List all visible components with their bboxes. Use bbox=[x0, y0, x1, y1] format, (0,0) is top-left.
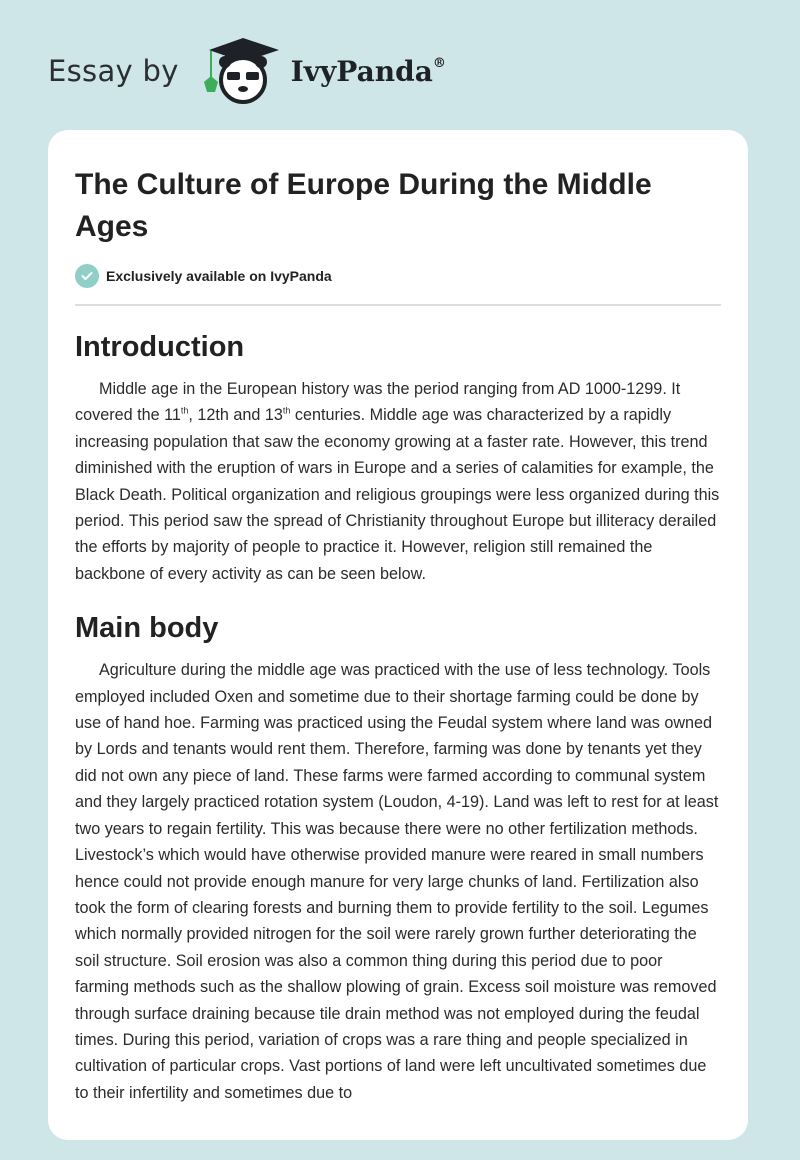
text-segment: , 12th and 13 bbox=[188, 406, 283, 425]
introduction-paragraph bbox=[75, 376, 721, 587]
text-segment: centuries. Middle age was characterized by a rapidly increasing population that saw the economy growing at a faster rate. However, this trend diminished with the eruption of wars in Europe and a series of calamities for example, the Black Death. Political organization and religious groupings were less organized during this period. This period saw the spread of Christianity throughout Europe but illiteracy derailed the efforts by majority of people to practice it. However, religion still remained the backbone of every activity as can be seen below. bbox=[75, 406, 720, 583]
registered-mark: ® bbox=[432, 55, 446, 71]
site-header bbox=[48, 36, 446, 106]
superscript: th bbox=[282, 406, 291, 417]
section-heading-introduction: Introduction bbox=[75, 331, 245, 363]
superscript: th bbox=[180, 406, 189, 417]
essay-title: The Culture of Europe During the Middle Ages bbox=[75, 168, 652, 243]
exclusive-badge bbox=[75, 264, 721, 306]
exclusive-badge-text: Exclusively available on IvyPanda bbox=[106, 268, 332, 284]
main-body-paragraph: Agriculture during the middle age was practiced with the use of less technology. Tools employed included Oxen and sometime due to their shortage farming could be done by use of hand hoe. Farming was practiced using the Feudal system where land was owned by Lords and tenants would rent them. Therefore, farming was done by tenants yet they did not own any piece of land. These farms were farmed according to communal system and they largely practiced rotation system (Loudon, 4-19). Land was left to rest for at least two years to regain fertility. This was because there were no other fertilization methods. Livestock’s which would have otherwise provided manure were reared in small numbers hence could not provide enough manure for very large chunks of land. Fertilization also took the form of clearing forests and burning them to provide fertility to the soil. Legumes which normally provided nitrogen for the soil were rarely grown further deteriorating the soil structure. Soil erosion was also a common thing during this period due to poor farming methods such as the shallow plowing of grain. Excess soil moisture was removed through surface draining because tile drain method was not employed during the feudal times. During this period, variation of crops was a rare thing and people specialized in cultivation of particular crops. Vast portions of land were left uncultivated sometimes due to their infertility and sometimes due to bbox=[75, 661, 719, 1102]
essay-by-label: Essay by bbox=[48, 54, 179, 88]
essay-card bbox=[48, 130, 748, 1140]
section-heading-main-body: Main body bbox=[75, 612, 219, 645]
brand-text: IvyPanda bbox=[290, 54, 433, 88]
check-circle-icon bbox=[75, 264, 99, 288]
brand-name bbox=[291, 55, 446, 88]
ivypanda-logo-icon[interactable] bbox=[199, 36, 287, 106]
text-segment: Middle age in the European history was the period ranging from AD 1000-1299. It covered the 11 bbox=[75, 380, 681, 425]
